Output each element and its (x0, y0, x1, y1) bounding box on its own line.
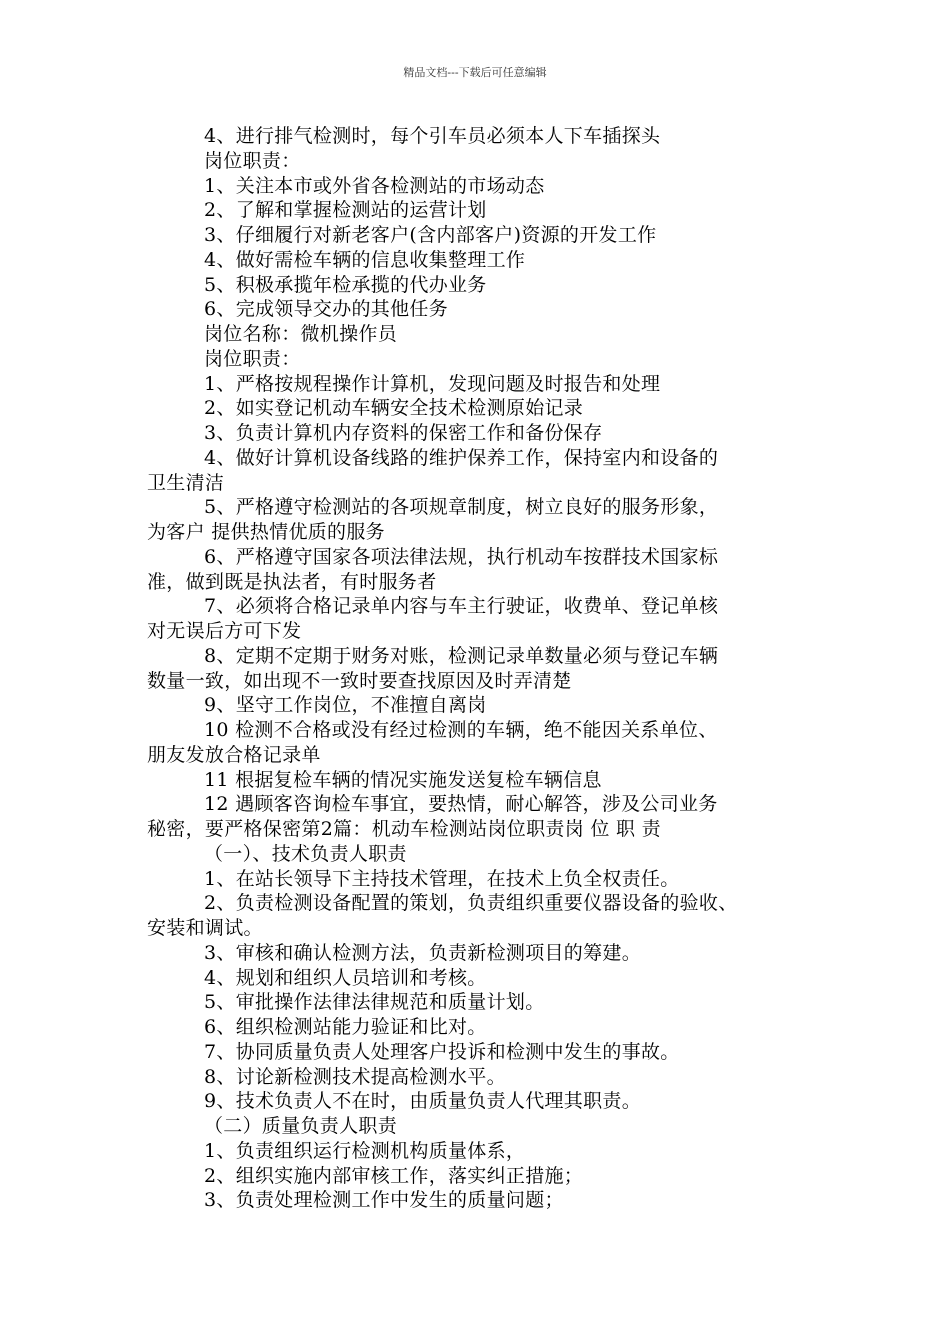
text-line: 1、关注本市或外省各检测站的市场动态 (204, 174, 545, 197)
text-line: 4、做好需检车辆的信息收集整理工作 (204, 248, 526, 271)
text-line: 10 检测不合格或没有经过检测的车辆，绝不能因关系单位、 (204, 719, 718, 741)
text-line: （一）、技术负责人职责 (204, 842, 407, 865)
text-line: 5、严格遵守检测站的各项规章制度，树立良好的服务形象， (204, 496, 719, 519)
text-line: 岗位名称：微机操作员 (204, 323, 398, 345)
document-body (147, 124, 827, 1213)
text-line: 1、严格按规程操作计算机，发现问题及时报告和处理 (204, 372, 661, 395)
text-line: 1、在站长领导下主持技术管理，在技术上负全权责任。 (204, 867, 680, 890)
text-line: 准，做到既是执法者，有时服务者 (147, 570, 437, 593)
text-line: 3、负责处理检测工作中发生的质量问题； (204, 1189, 564, 1212)
text-line: 卫生清洁 (147, 471, 225, 494)
text-line: 12 遇顾客咨询检车事宜，要热情，耐心解答，涉及公司业务 (204, 793, 718, 816)
text-line: （二）质量负责人职责 (204, 1115, 398, 1137)
text-line: 岗位职责： (204, 149, 301, 172)
text-line: 为客户 提供热情优质的服务 (147, 521, 385, 543)
text-line: 2、负责检测设备配置的策划，负责组织重要仪器设备的验收、 (204, 892, 738, 915)
text-line: 岗位职责： (204, 347, 301, 370)
text-line: 3、审核和确认检测方法，负责新检测项目的筹建。 (204, 941, 641, 964)
text-line: 对无误后方可下发 (147, 620, 302, 642)
text-line: 2、组织实施内部审核工作，落实纠正措施； (204, 1164, 584, 1187)
text-line: 8、定期不定期于财务对账，检测记录单数量必须与登记车辆 (204, 644, 719, 667)
text-line: 5、积极承揽年检承揽的代办业务 (204, 273, 487, 296)
text-line: 6、完成领导交办的其他任务 (204, 298, 448, 321)
text-line: 7、协同质量负责人处理客户投诉和检测中发生的事故。 (204, 1040, 680, 1063)
text-line: 2、如实登记机动车辆安全技术检测原始记录 (204, 397, 584, 420)
text-line: 朋友发放合格记录单 (147, 743, 321, 766)
text-line: 1、负责组织运行检测机构质量体系， (204, 1139, 526, 1162)
text-line: 3、负责计算机内存资料的保密工作和备份保存 (204, 422, 603, 444)
text-line: 数量一致，如出现不一致时要查找原因及时弄清楚 (147, 669, 572, 692)
text-line: 4、进行排气检测时，每个引车员必须本人下车插探头 (204, 125, 661, 147)
text-line: 2、了解和掌握检测站的运营计划 (204, 199, 487, 222)
text-line: 4、规划和组织人员培训和考核。 (204, 966, 487, 989)
text-line: 6、严格遵守国家各项法律法规，执行机动车按群技术国家标 (204, 545, 719, 568)
text-line: 9、坚守工作岗位，不准擅自离岗 (204, 694, 487, 717)
text-line: 11 根据复检车辆的情况实施发送复检车辆信息 (204, 768, 602, 791)
page-header: 精品文档---下载后可任意编辑 (403, 66, 547, 79)
text-line: 安装和调试。 (147, 917, 263, 939)
text-line: 9、技术负责人不在时，由质量负责人代理其职责。 (204, 1090, 641, 1113)
text-line: 4、做好计算机设备线路的维护保养工作，保持室内和设备的 (204, 446, 719, 469)
text-line: 7、必须将合格记录单内容与车主行驶证，收费单、登记单核 (204, 595, 719, 618)
text-line: 秘密，要严格保密第2篇：机动车检测站岗位职责岗 位 职 责 (147, 818, 661, 840)
text-line: 5、审批操作法律法律规范和质量计划。 (204, 991, 545, 1014)
text-line: 6、组织检测站能力验证和比对。 (204, 1016, 487, 1038)
text-line: 3、仔细履行对新老客户(含内部客户)资源的开发工作 (204, 224, 657, 246)
text-line: 8、讨论新检测技术提高检测水平。 (204, 1065, 506, 1088)
